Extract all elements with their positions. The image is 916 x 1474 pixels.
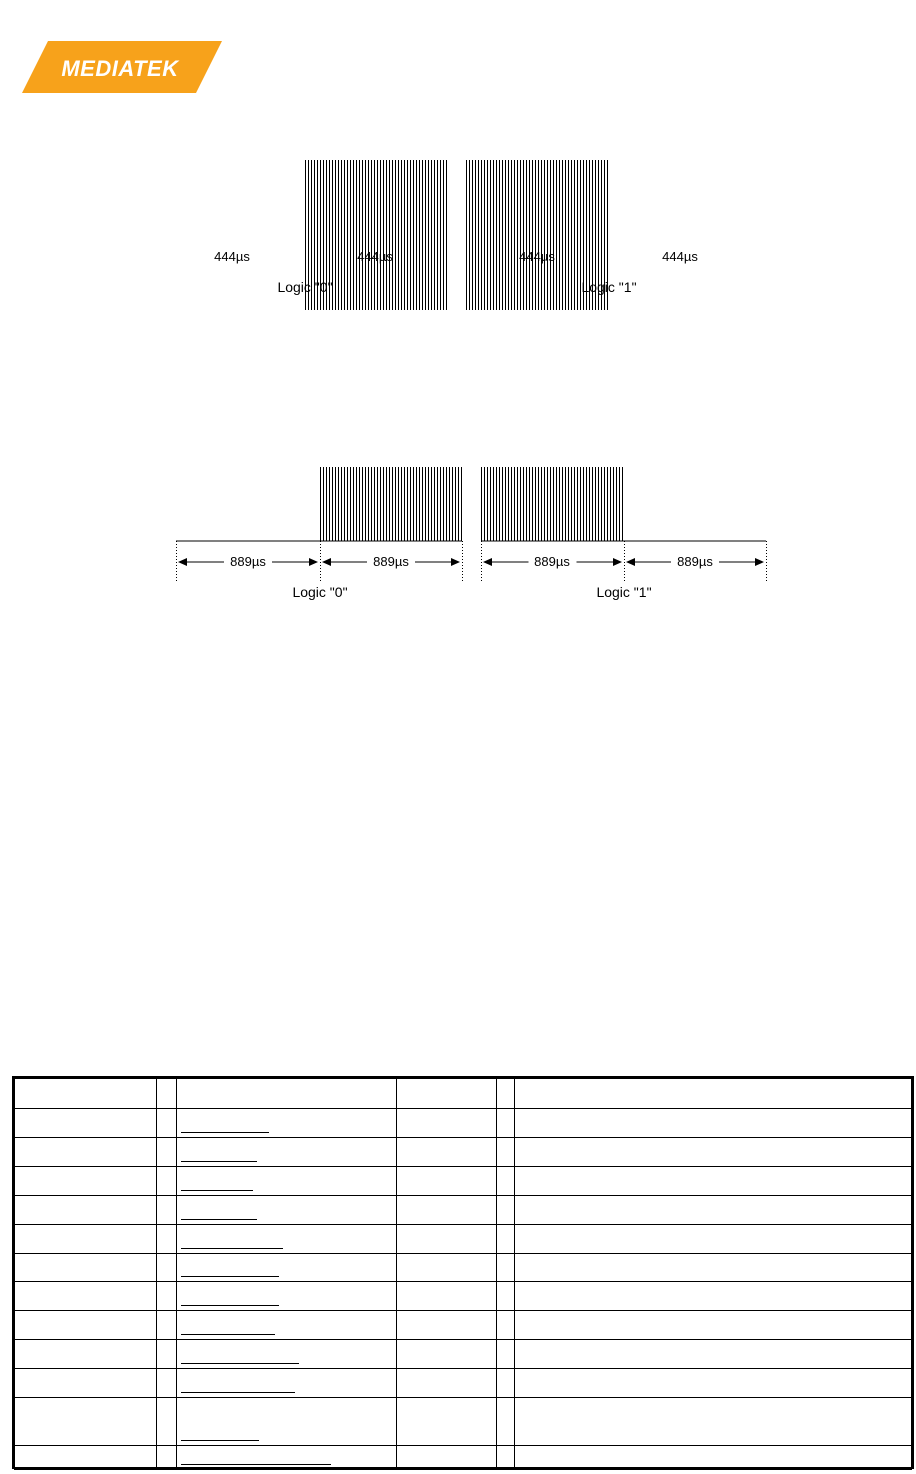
half-bit-label-3: 889µs [534,554,570,569]
table-cell [515,1398,912,1446]
table-cell [397,1225,497,1254]
underlined-placeholder [181,1248,283,1249]
table-cell [515,1311,912,1340]
table-cell [177,1254,397,1282]
table-cell [157,1311,177,1340]
bit-timing-diagram-889 [0,455,916,615]
underlined-placeholder [181,1219,257,1220]
table-cell [15,1369,157,1398]
underlined-placeholder [181,1363,299,1364]
table-cell [15,1254,157,1282]
table-cell [157,1369,177,1398]
table-cell [397,1398,497,1446]
half-bit-label-4: 444µs [662,249,698,264]
underlined-placeholder [181,1305,279,1306]
table-cell [15,1282,157,1311]
logo-text: MEDIATEK [61,56,179,81]
table-cell [177,1196,397,1225]
arrow-head-right [613,558,622,566]
table-row [15,1369,912,1398]
table-row [15,1398,912,1446]
arrow-head-right [309,558,318,566]
table-row [15,1311,912,1340]
logic-1-label: Logic "1" [581,279,637,295]
underlined-placeholder [181,1276,279,1277]
table-cell [15,1446,157,1470]
half-bit-label-2: 889µs [373,554,409,569]
table-cell [497,1398,515,1446]
table-cell [157,1138,177,1167]
timing-svg [0,455,916,615]
register-table-body [15,1079,912,1470]
table-cell [397,1311,497,1340]
table-cell [15,1167,157,1196]
table-row [15,1254,912,1282]
table-cell [15,1311,157,1340]
table-row [15,1446,912,1470]
table-cell [397,1369,497,1398]
arrow-head-left [483,558,492,566]
arrow-head-left [322,558,331,566]
table-cell [15,1138,157,1167]
arrow-head-right [451,558,460,566]
half-bit-label-1: 444µs [214,249,250,264]
underlined-placeholder [181,1464,331,1465]
table-cell [515,1446,912,1470]
table-cell [515,1079,912,1109]
table-cell [157,1398,177,1446]
half-bit-label-2: 444µs [357,249,393,264]
underlined-placeholder [181,1392,295,1393]
table-cell [177,1079,397,1109]
table-cell [515,1109,912,1138]
table-row [15,1340,912,1369]
table-cell [397,1167,497,1196]
carrier-burst-logic1 [481,467,624,541]
table-cell [397,1079,497,1109]
table-row [15,1282,912,1311]
table-cell [515,1282,912,1311]
logic-0-label: Logic "0" [292,584,348,600]
table-cell [497,1340,515,1369]
table-cell [15,1340,157,1369]
table-cell [15,1398,157,1446]
table-cell [497,1311,515,1340]
table-cell [15,1109,157,1138]
table-cell [497,1109,515,1138]
half-bit-label-1: 889µs [230,554,266,569]
half-bit-label-3: 444µs [519,249,555,264]
mediatek-logo [22,41,222,93]
table-cell [177,1446,397,1470]
table-cell [515,1254,912,1282]
table-cell [397,1138,497,1167]
underlined-placeholder [181,1440,259,1441]
table-cell [397,1340,497,1369]
table-cell [157,1167,177,1196]
timing-svg [0,150,916,310]
table-cell [515,1340,912,1369]
table-cell [497,1282,515,1311]
table-cell [157,1109,177,1138]
table-cell [157,1079,177,1109]
arrow-head-right [755,558,764,566]
table-row [15,1109,912,1138]
table-cell [397,1282,497,1311]
table-cell [515,1167,912,1196]
underlined-placeholder [181,1161,257,1162]
table-cell [157,1282,177,1311]
table-cell [157,1196,177,1225]
table-cell [157,1225,177,1254]
table-cell [177,1398,397,1446]
table-cell [15,1079,157,1109]
table-cell [497,1196,515,1225]
half-bit-label-4: 889µs [677,554,713,569]
table-cell [177,1225,397,1254]
arrow-head-left [178,558,187,566]
table-cell [515,1225,912,1254]
table-cell [15,1225,157,1254]
table-cell [497,1225,515,1254]
table-cell [177,1311,397,1340]
table-cell [515,1369,912,1398]
table-row [15,1167,912,1196]
waveform [160,160,752,310]
table-cell [177,1369,397,1398]
table-cell [397,1446,497,1470]
table-cell [177,1138,397,1167]
underlined-placeholder [181,1132,269,1133]
table-cell [157,1446,177,1470]
logo-badge [22,41,222,93]
register-table-grid [14,1078,912,1470]
table-row [15,1225,912,1254]
underlined-placeholder [181,1334,275,1335]
table-cell [177,1109,397,1138]
table-cell [397,1109,497,1138]
table-cell [497,1079,515,1109]
logic-1-label: Logic "1" [596,584,652,600]
table-cell [177,1340,397,1369]
table-row [15,1138,912,1167]
table-cell [497,1446,515,1470]
carrier-burst-logic0 [320,467,462,541]
table-cell [515,1196,912,1225]
table-cell [157,1254,177,1282]
register-table [12,1076,914,1469]
table-cell [497,1167,515,1196]
table-cell [497,1254,515,1282]
table-cell [15,1196,157,1225]
table-cell [397,1196,497,1225]
underlined-placeholder [181,1190,253,1191]
table-cell [397,1254,497,1282]
table-row [15,1196,912,1225]
arrow-head-left [626,558,635,566]
logic-0-label: Logic "0" [277,279,333,295]
table-cell [177,1167,397,1196]
table-cell [515,1138,912,1167]
bit-timing-diagram-444 [0,150,916,310]
table-cell [497,1138,515,1167]
table-cell [157,1340,177,1369]
table-cell [177,1282,397,1311]
table-header-row [15,1079,912,1109]
table-cell [497,1369,515,1398]
